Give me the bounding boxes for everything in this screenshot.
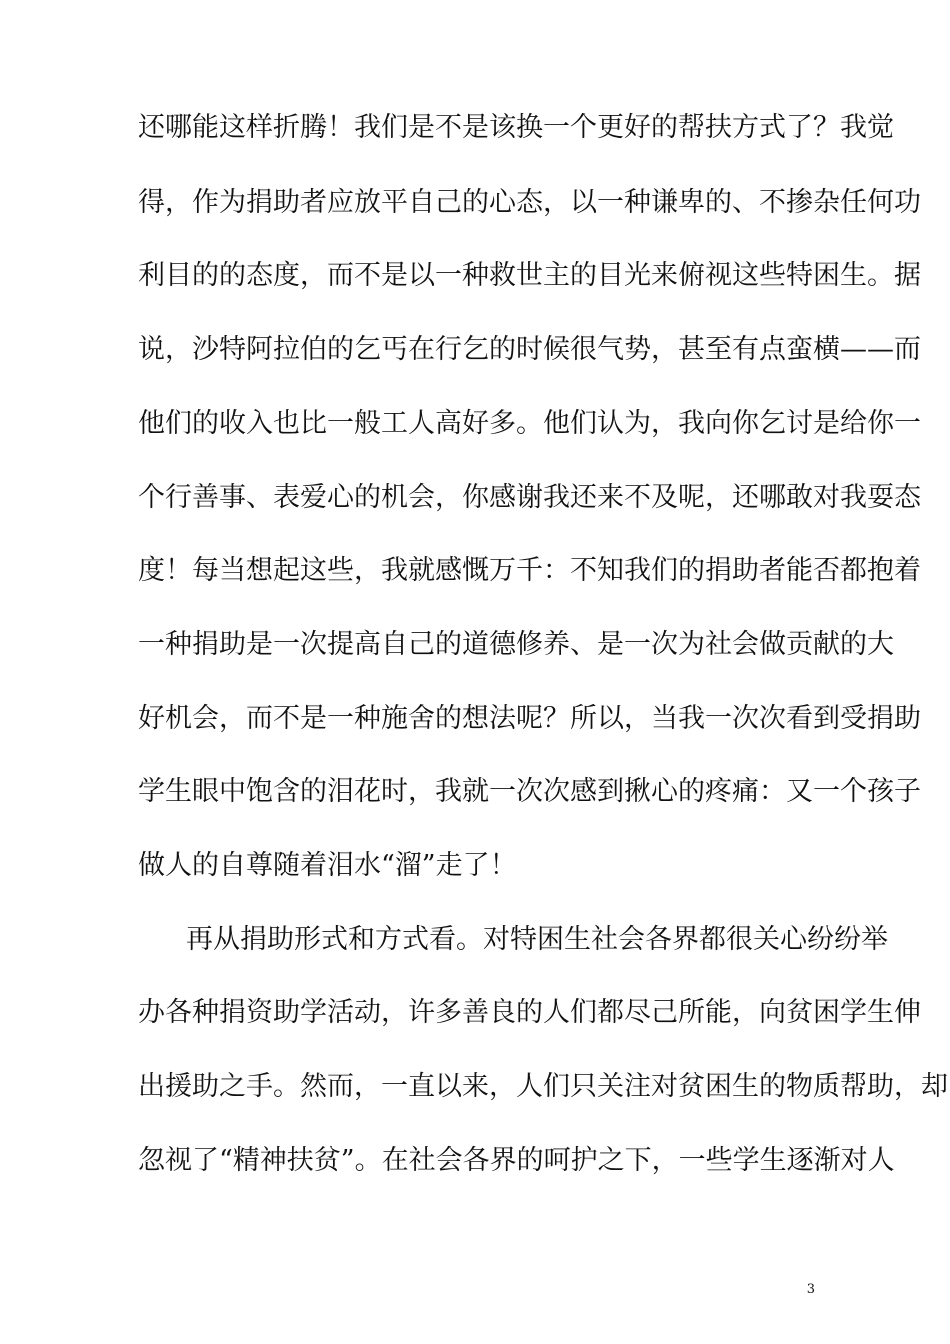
text-line: 度！每当想起这些，我就感慨万千：不知我们的捐助者能否都抱着 — [138, 555, 921, 586]
text-line: 得，作为捐助者应放平自己的心态，以一种谦卑的、不掺杂任何功 — [138, 187, 921, 218]
text-line: 办各种捐资助学活动，许多善良的人们都尽己所能，向贫困学生伸 — [138, 997, 921, 1028]
text-line: 利目的的态度，而不是以一种救世主的目光来俯视这些特困生。据 — [138, 260, 921, 291]
text-line: 他们的收入也比一般工人高好多。他们认为，我向你乞讨是给你一 — [138, 408, 921, 439]
text-line: 好机会，而不是一种施舍的想法呢？所以，当我一次次看到受捐助 — [138, 703, 921, 734]
paragraph-first-line: 再从捐助形式和方式看。对特困生社会各界都很关心纷纷举 — [186, 924, 888, 955]
text-line: 忽视了“精神扶贫”。在社会各界的呵护之下，一些学生逐渐对人 — [138, 1145, 895, 1176]
text-line: 还哪能这样折腾！我们是不是该换一个更好的帮扶方式了？我觉 — [138, 112, 894, 143]
text-line: 个行善事、表爱心的机会，你感谢我还来不及呢，还哪敢对我耍态 — [138, 482, 921, 513]
text-line: 一种捐助是一次提高自己的道德修养、是一次为社会做贡献的大 — [138, 629, 894, 660]
page-number: 3 — [806, 1282, 815, 1297]
text-line: 做人的自尊随着泪水“溜”走了！ — [138, 850, 517, 881]
text-line: 说，沙特阿拉伯的乞丐在行乞的时候很气势，甚至有点蛮横——而 — [138, 334, 921, 365]
text-line: 出援助之手。然而，一直以来，人们只关注对贫困生的物质帮助，却 — [138, 1071, 948, 1102]
text-line: 学生眼中饱含的泪花时，我就一次次感到揪心的疼痛：又一个孩子 — [138, 776, 921, 807]
